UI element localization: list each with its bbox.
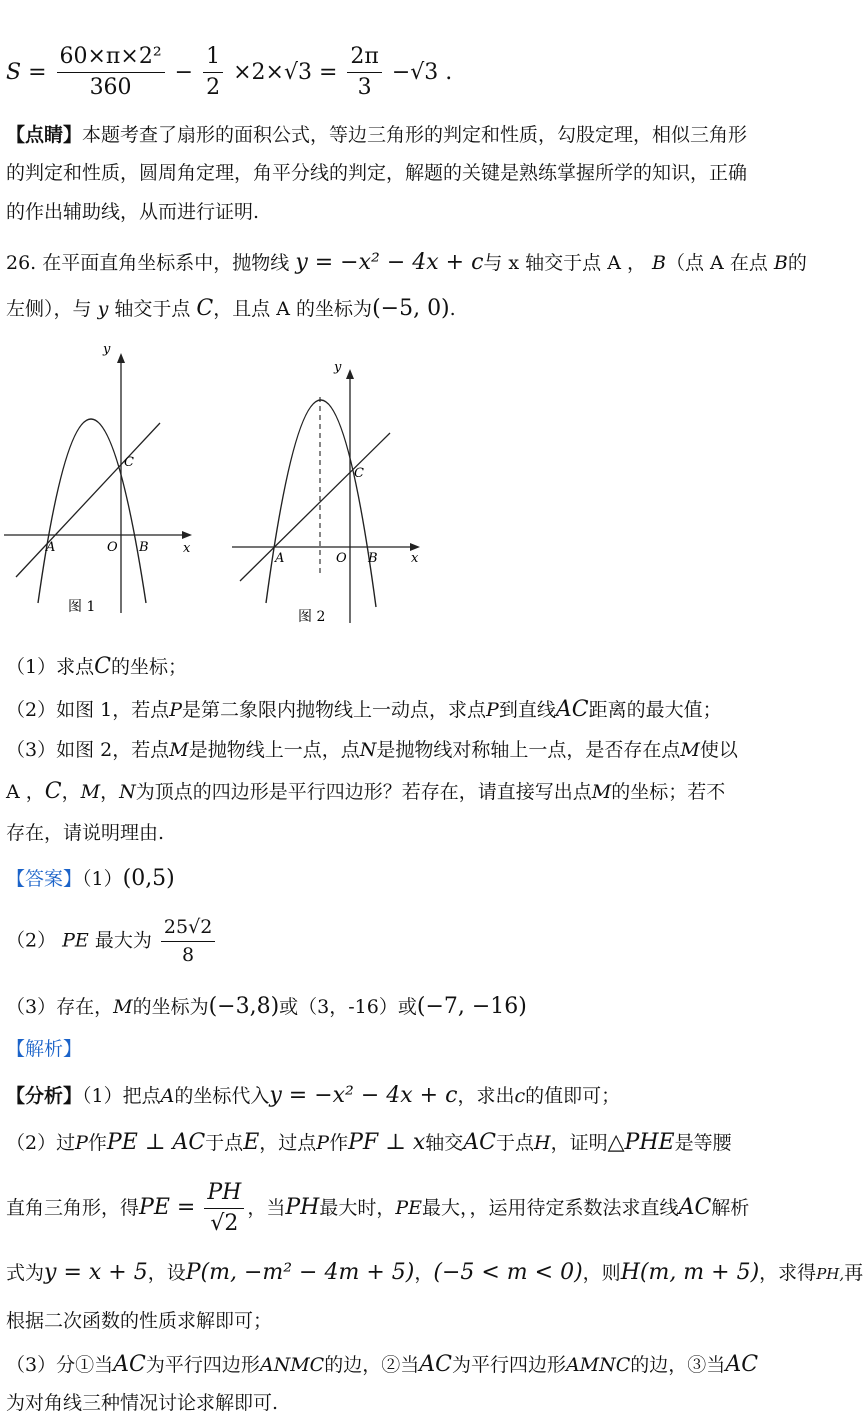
analysis-text: ，求得 (759, 1262, 817, 1284)
fraction-numerator: PH (204, 1180, 244, 1209)
y-axis-arrow-icon (346, 369, 354, 379)
dianjing-line-3: 的作出辅助线，从而进行证明. (6, 201, 260, 223)
equation-lhs: PE = (139, 1194, 196, 1220)
analysis-line-1 (6, 1083, 620, 1109)
answer-text: 最大为 (94, 929, 152, 952)
dianjing-line-2: 的判定和性质，圆周角定理，角平分线的判定，解题的关键是熟练掌握所学的知识，正确 (6, 162, 748, 184)
fraction-denominator: 2 (206, 75, 221, 101)
formula-fraction-1 (57, 44, 165, 102)
point-label: P (486, 699, 499, 721)
figure-2-caption: 图 2 (298, 609, 326, 625)
analysis-text: 解析 (711, 1196, 750, 1219)
line-label: AC (725, 1352, 759, 1377)
point-label: M (680, 739, 700, 761)
problem-text: 轴交于点 (114, 298, 191, 320)
point-label: B (652, 252, 667, 274)
dianjing-text: 本题考查了扇形的面积公式，等边三角形的判定和性质，勾股定理，相似三角形 (82, 124, 748, 146)
analysis-text: 最大时， (319, 1196, 396, 1219)
analysis-text: 于点 (495, 1132, 534, 1154)
problem-text: （点 A 在点 (666, 252, 768, 274)
origin-label: O (336, 551, 347, 566)
problem-text: 的 (787, 252, 807, 274)
answer-label: （2） (6, 929, 57, 952)
question-text: 到直线 (498, 699, 556, 721)
analysis-text: （2）过 (6, 1132, 76, 1154)
analysis-text: ，当 (247, 1196, 286, 1219)
problem-text: 26. 在平面直角坐标系中，抛物线 (6, 252, 290, 274)
analysis-text: 式为 (6, 1262, 45, 1284)
point-label: N (359, 739, 377, 761)
range-expr: (−5 < m < 0) (433, 1260, 583, 1285)
analysis-text: 的边，②当 (324, 1354, 420, 1376)
formula-minus: − (174, 59, 194, 85)
problem-text: . (449, 298, 456, 320)
fraction-numerator: 25√2 (161, 916, 215, 942)
analysis-text: ，则 (582, 1262, 621, 1284)
quadrilateral-label: ANMC (259, 1354, 325, 1376)
dianjing-tag: 【点睛】 (6, 124, 83, 146)
parabola-curve (266, 400, 376, 607)
question-3-line-3: 存在，请说明理由. (6, 822, 165, 844)
analysis-line-5: 根据二次函数的性质求解即可； (6, 1310, 273, 1332)
segment-label: PH (285, 1194, 320, 1220)
point-label: C (44, 779, 62, 804)
x-label: x (411, 551, 419, 566)
fraction-denominator: √2 (210, 1211, 239, 1237)
formula-tail: −√3 . (391, 59, 453, 85)
point-label: B (773, 252, 788, 274)
answer-tag: 【答案】 (6, 868, 83, 890)
segment-label: PH, (816, 1265, 845, 1283)
analysis-tag: 【解析】 (6, 1038, 83, 1060)
question-1 (6, 654, 187, 680)
question-text: （1）求点 (6, 656, 95, 678)
variable-label: c (514, 1085, 526, 1107)
question-text: （2）如图 1，若点 (6, 699, 170, 721)
analysis-line-4 (6, 1260, 863, 1286)
analysis-text: 的边，③当 (630, 1354, 726, 1376)
point-label: P (169, 699, 183, 721)
question-text: 是抛物线上一点，点 (188, 739, 360, 761)
point-label: E (243, 1130, 260, 1155)
problem-text: 左侧），与 (6, 298, 92, 320)
question-text: ， (61, 781, 81, 803)
point-b-label: B (139, 540, 149, 555)
analysis-line-6 (6, 1352, 758, 1378)
point-c-label: C (354, 466, 364, 481)
problem-text: ，且点 A 的坐标为 (213, 298, 373, 320)
point-label: M (80, 781, 101, 803)
point-label: C (196, 296, 214, 321)
analysis-text: 作 (87, 1132, 107, 1154)
x-label: x (183, 541, 191, 556)
point-c-label: C (124, 455, 134, 470)
point-a-label: A (275, 551, 285, 566)
y-label: y (103, 342, 111, 357)
answer-value: (−3,8) (208, 994, 280, 1019)
x-axis-arrow-icon (182, 531, 192, 539)
perpendicular-expr: PE ⊥ AC (106, 1130, 206, 1155)
analysis-text: （1）把点 (82, 1085, 161, 1107)
fraction-numerator: 2π (347, 44, 381, 73)
perpendicular-expr: PF ⊥ x (348, 1130, 426, 1155)
analysis-line-3 (6, 1180, 749, 1238)
analysis-text: 的坐标代入 (174, 1085, 270, 1107)
figure-1 (4, 342, 192, 615)
analysis-text: 作 (329, 1132, 349, 1154)
point-p-expr: P(m, −m² − 4m + 5) (185, 1260, 415, 1285)
x-axis-arrow-icon (410, 543, 420, 551)
point-h-expr: H(m, m + 5) (620, 1260, 760, 1285)
formula-lhs: S = (6, 59, 47, 85)
answer-fraction (161, 916, 215, 967)
answer-2 (6, 916, 218, 967)
question-text: 的坐标；若不 (611, 781, 726, 803)
question-text: A ， (6, 781, 45, 803)
formula-fraction-2 (203, 44, 223, 102)
ph-over-root2-fraction (204, 1180, 244, 1238)
answer-1 (6, 866, 175, 892)
analysis-text: 为平行四边形 (145, 1354, 260, 1376)
fenxi-tag: 【分析】 (6, 1085, 83, 1107)
question-text: 为顶点的四边形是平行四边形？若存在，请直接写出点 (135, 781, 592, 803)
formula-middle: ×2×√3 = (233, 59, 338, 85)
answer-label: （3）存在， (6, 996, 114, 1018)
question-3-line-1 (6, 739, 738, 762)
figures (0, 342, 440, 635)
problem-line-2 (6, 296, 456, 322)
analysis-text: ， (414, 1262, 434, 1284)
quadrilateral-label: AMNC (565, 1354, 631, 1376)
answer-value: (0,5) (122, 866, 175, 891)
line-label: AC (463, 1130, 496, 1155)
point-label: M (113, 996, 133, 1018)
question-text: ， (100, 781, 120, 803)
point-label: H (534, 1132, 551, 1154)
answer-3 (6, 994, 527, 1020)
answer-text: 或（3，-16）或 (279, 996, 417, 1018)
fraction-denominator: 3 (357, 75, 372, 101)
answer-text: 的坐标为 (132, 996, 209, 1018)
analysis-text: 最大，，运用待定系数法求直线 (422, 1196, 679, 1219)
line-label: AC (419, 1352, 452, 1377)
analysis-text: ，过点 (259, 1132, 317, 1154)
point-a-coordinate: (−5, 0) (372, 296, 450, 321)
analysis-text: 直角三角形，得 (6, 1196, 140, 1219)
question-text: 的坐标； (110, 656, 187, 678)
analysis-line-7: 为对角线三种情况讨论求解即可. (6, 1392, 279, 1414)
formula-area (6, 44, 452, 102)
question-2 (6, 697, 722, 723)
question-text: 使以 (699, 739, 738, 761)
question-3-line-2 (6, 779, 725, 805)
point-a-label: A (46, 540, 56, 555)
point-label: M (169, 739, 189, 761)
point-label: P (75, 1132, 88, 1154)
point-label: C (94, 654, 111, 679)
point-label: M (591, 781, 612, 803)
analysis-text: 轴交 (425, 1132, 464, 1154)
fraction-denominator: 360 (89, 75, 132, 101)
segment-label: PE (395, 1196, 423, 1219)
analysis-text: ，求出 (457, 1085, 515, 1107)
analysis-text: 于点 (205, 1132, 244, 1154)
answer-label: （1） (82, 868, 123, 890)
origin-label: O (107, 540, 118, 555)
point-label: N (119, 781, 136, 803)
analysis-text: 是等腰 (674, 1132, 732, 1154)
problem-text: 与 x 轴交于点 A ， (483, 252, 646, 274)
formula-fraction-3 (347, 44, 381, 102)
question-text: 是抛物线对称轴上一点，是否存在点 (376, 739, 681, 761)
parabola-curve (38, 419, 146, 603)
line-label: AC (678, 1194, 712, 1220)
question-text: （3）如图 2，若点 (6, 739, 170, 761)
point-b-label: B (368, 551, 378, 566)
y-label: y (334, 360, 342, 375)
dianjing-line-1 (6, 124, 747, 147)
analysis-text: 再 (844, 1262, 863, 1284)
triangle-label: △PHE (607, 1130, 675, 1155)
problem-line-1 (6, 250, 807, 276)
fraction-numerator: 60×π×2² (57, 44, 165, 73)
figure-2 (232, 360, 420, 625)
analysis-text: ，证明 (550, 1132, 608, 1154)
parabola-equation: y = −x² − 4x + c (269, 1083, 458, 1108)
point-label: A (160, 1085, 175, 1107)
fraction-denominator: 8 (182, 943, 195, 966)
figure-1-caption: 图 1 (68, 599, 96, 615)
analysis-text: ，设 (147, 1262, 186, 1284)
axis-var: y (97, 298, 109, 320)
analysis-text: 为平行四边形 (451, 1354, 566, 1376)
analysis-line-2 (6, 1130, 732, 1156)
point-label: P (316, 1132, 330, 1154)
question-text: 距离的最大值； (588, 699, 722, 721)
line-equation: y = x + 5 (44, 1260, 148, 1285)
y-axis-arrow-icon (117, 353, 125, 363)
fraction-numerator: 1 (203, 44, 223, 73)
analysis-text: 的值即可； (525, 1085, 621, 1107)
analysis-text: （3）分①当 (6, 1354, 114, 1376)
line-label: AC (113, 1352, 146, 1377)
answer-value: (−7, −16) (416, 994, 527, 1019)
line-label: AC (555, 697, 589, 722)
question-text: 是第二象限内抛物线上一动点，求点 (182, 699, 487, 721)
segment-label: PE (62, 929, 89, 952)
parabola-equation: y = −x² − 4x + c (295, 250, 484, 275)
